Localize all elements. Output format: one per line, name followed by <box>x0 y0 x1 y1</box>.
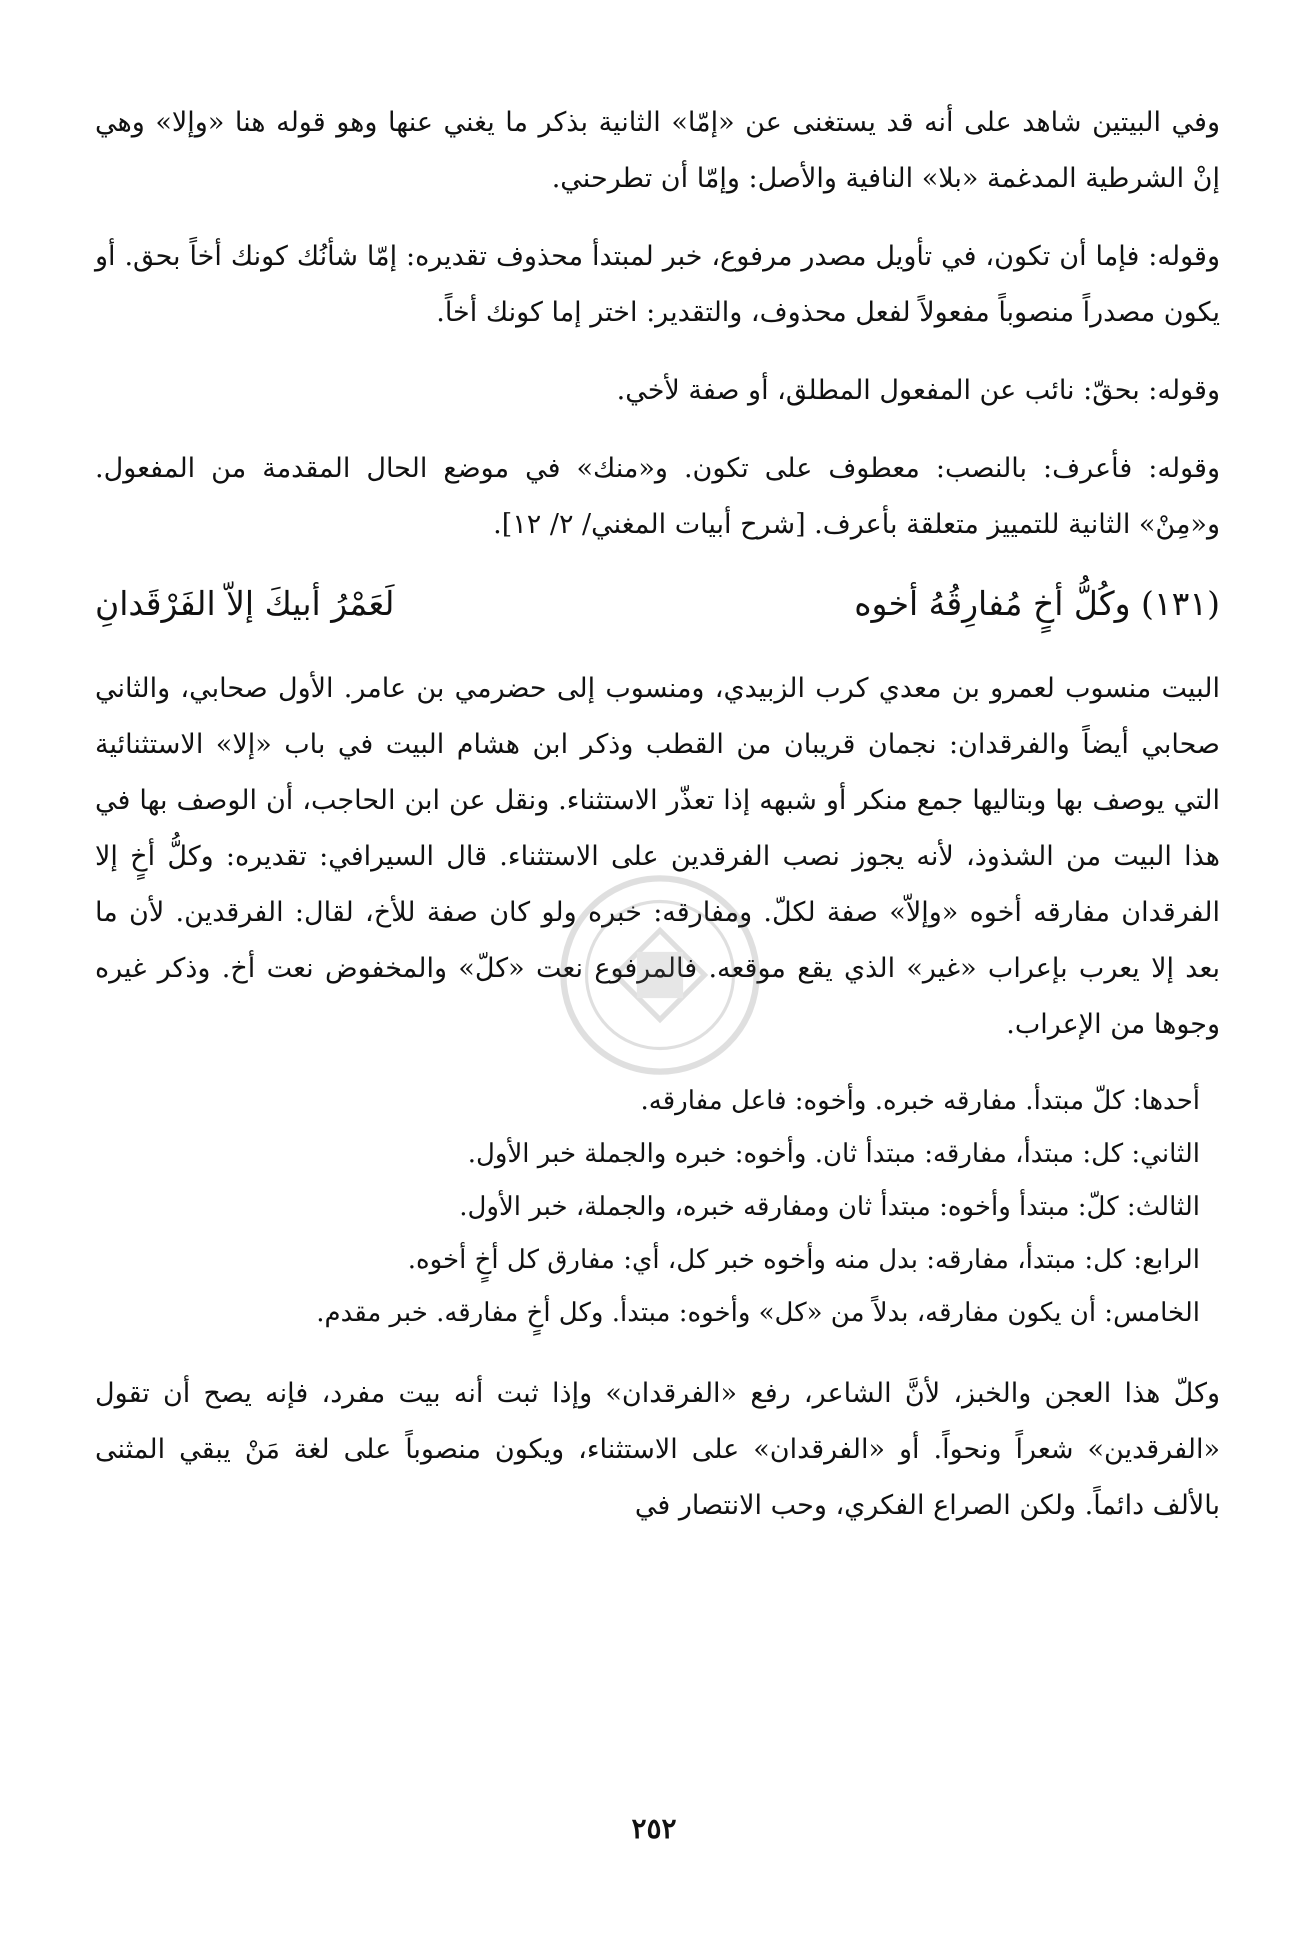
verse-first-hemistich: (١٣١) وكُلُّ أخٍ مُفارِقُهُ أخوه <box>854 584 1220 623</box>
page-number: ٢٥٢ <box>631 1812 677 1845</box>
list-item: الثالث: كلّ: مبتدأ وأخوه: مبتدأ ثان ومفارقه خبره، والجملة، خبر الأول. <box>459 1192 1200 1222</box>
closing-paragraph: وكلّ هذا العجن والخبز، لأنَّ الشاعر، رفع «الفرقدان» وإذا ثبت أنه بيت مفرد، فإنه يصح أن تقول «الفرقدين» شعراً ونحواً. أو «الفرقدان» على الاستثناء، ويكون منصوباً على لغة مَنْ يبقي المثنى بالألف دائماً. ولكن الصراع الفكري، وحب الانتصار في <box>95 1378 1220 1521</box>
list-item: أحدها: كلّ مبتدأ. مفارقه خبره. وأخوه: فاعل مفارقه. <box>640 1086 1200 1116</box>
verse-commentary: البيت منسوب لعمرو بن معدي كرب الزبيدي، ومنسوب إلى حضرمي بن عامر. الأول صحابي، والثاني صحابي أيضاً والفرقدان: نجمان قريبان من القطب وذكر ابن هشام البيت في باب «إلا» الاستثنائية التي يوصف بها وبتاليها جمع منكر أو شبهه إذا تعذّر الاستثناء. ونقل عن ابن الحاجب، أن الوصف بها في هذا البيت من الشذوذ، لأنه يجوز نصب الفرقدين على الاستثناء. قال السيرافي: تقديره: وكلُّ أخٍ إلا الفرقدان مفارقه أخوه «وإلاّ» صفة لكلّ. ومفارقه: خبره ولو كان صفة للأخ، لقال: الفرقدين. لأن ما بعد إلا يعرب بإعراب «غير» الذي يقع موقعه. فالمرفوع نعت «كلّ» والمخفوض نعت أخ. وذكر غيره وجوها من الإعراب. <box>95 673 1220 1040</box>
parsing-list <box>95 1075 1220 1340</box>
list-item: الثاني: كل: مبتدأ، مفارقه: مبتدأ ثان. وأخوه: خبره والجملة خبر الأول. <box>467 1139 1200 1169</box>
book-page <box>95 95 1220 1895</box>
verse-second-hemistich: لَعَمْرُ أبيكَ إلاّ الفَرْقَدانِ <box>95 584 395 623</box>
poetry-verse <box>95 575 1220 633</box>
paragraph-2: وقوله: فإما أن تكون، في تأويل مصدر مرفوع، خبر لمبتدأ محذوف تقديره: إمّا شأنُك كونك أخاً بحق. أو يكون مصدراً منصوباً مفعولاً لفعل محذوف، والتقدير: اختر إما كونك أخاً. <box>95 241 1220 328</box>
paragraph-3: وقوله: بحقّ: نائب عن المفعول المطلق، أو صفة لأخي. <box>616 375 1220 406</box>
paragraph-1: وفي البيتين شاهد على أنه قد يستغنى عن «إمّا» الثانية بذكر ما يغني عنها وهو قوله هنا «وإلا» وهي إنْ الشرطية المدغمة «بلا» النافية والأصل: وإمّا أن تطرحني. <box>95 107 1220 194</box>
list-item: الخامس: أن يكون مفارقه، بدلاً من «كل» وأخوه: مبتدأ. وكل أخٍ مفارقه. خبر مقدم. <box>316 1298 1200 1328</box>
list-item: الرابع: كل: مبتدأ، مفارقه: بدل منه وأخوه خبر كل، أي: مفارق كل أخٍ أخوه. <box>407 1245 1200 1275</box>
paragraph-4: وقوله: فأعرف: بالنصب: معطوف على تكون. و«منك» في موضع الحال المقدمة من المفعول. و«مِنْ» الثانية للتمييز متعلقة بأعرف. [شرح أبيات المغني/ ٢/ ١٢]. <box>95 453 1220 540</box>
